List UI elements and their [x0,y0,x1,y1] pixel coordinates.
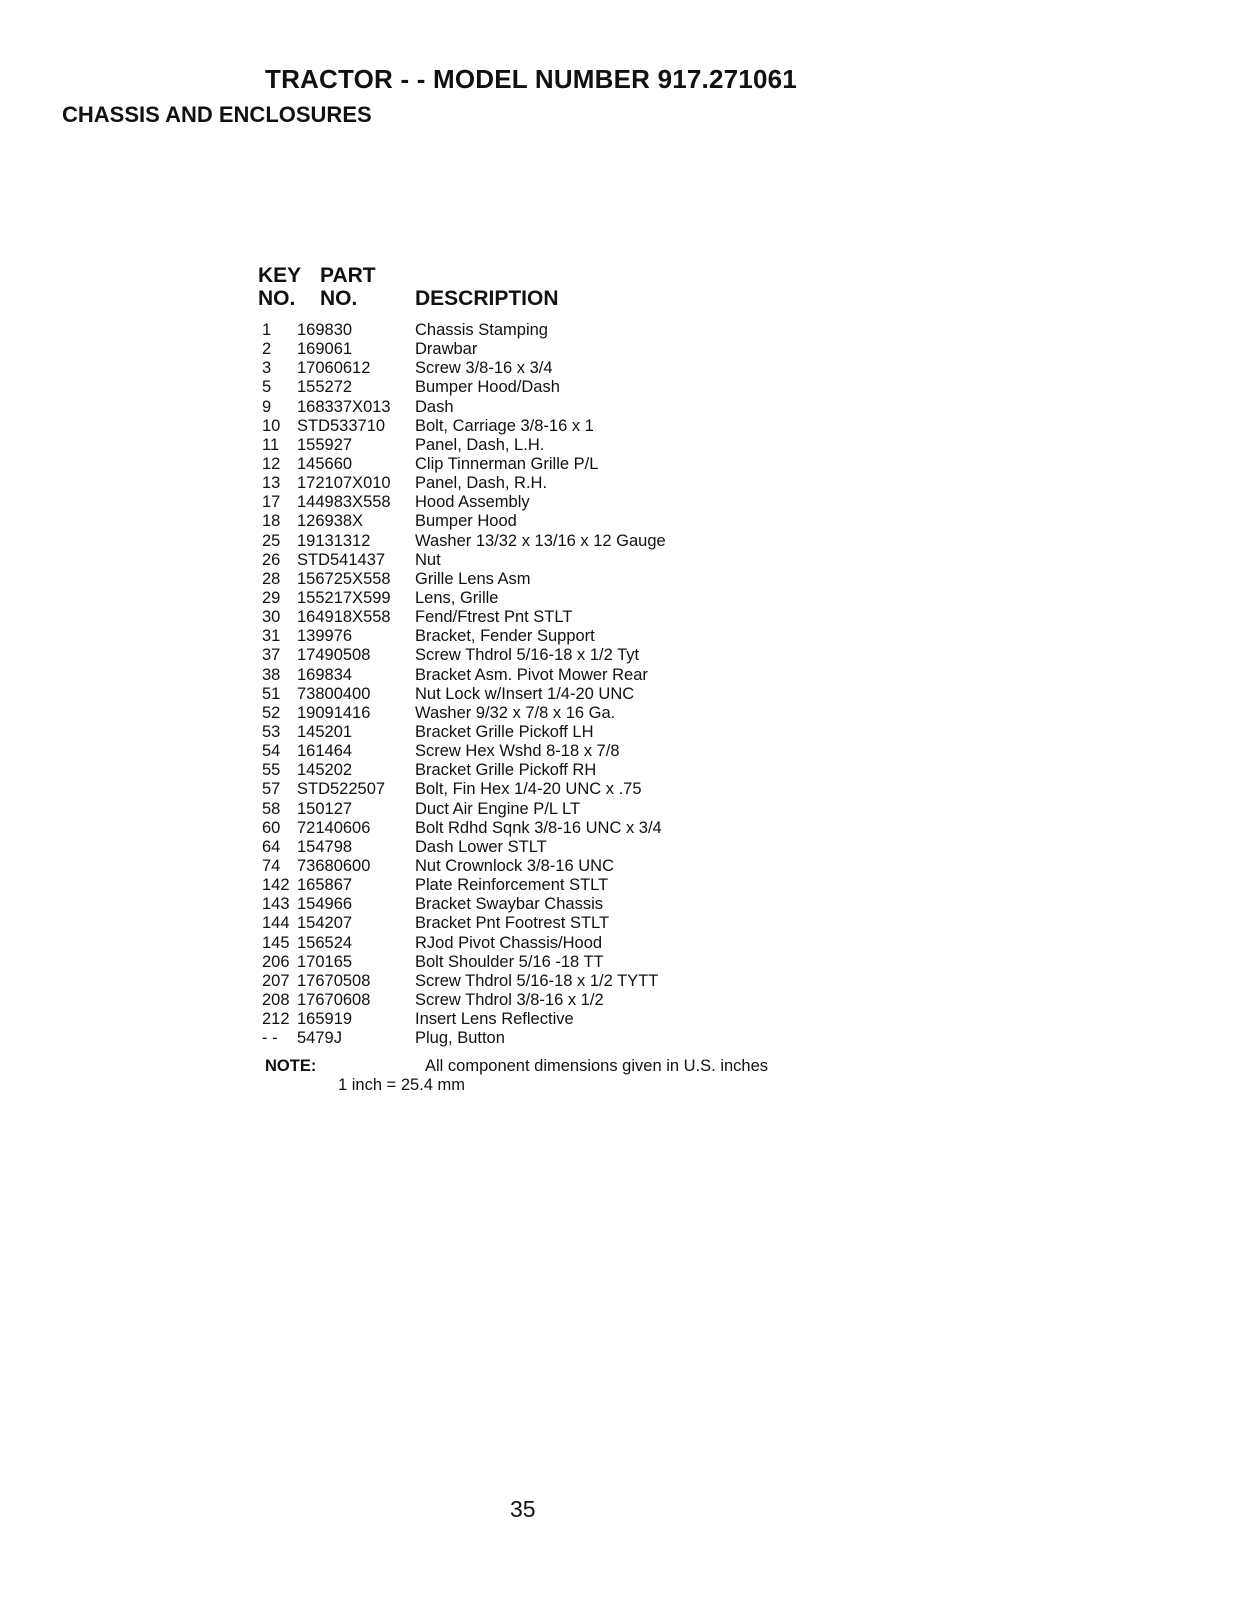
part-description: Clip Tinnerman Grille P/L [415,454,599,473]
part-no: 150127 [297,799,353,818]
part-key-no: 17 [262,493,281,512]
parts-row [262,876,822,895]
part-description: Fend/Ftrest Pnt STLT [415,608,573,627]
header-key-line1: KEY [258,264,302,287]
part-description: Bolt Shoulder 5/16 -18 TT [415,952,604,971]
parts-row [262,570,822,589]
part-description: Bumper Hood/Dash [415,378,560,397]
part-description: Dash [415,397,454,416]
parts-row [262,493,822,512]
part-description: RJod Pivot Chassis/Hood [415,933,603,952]
header-part-line1: PART [320,264,376,287]
parts-row [262,685,822,704]
parts-row [262,742,822,761]
part-key-no: 143 [262,895,290,914]
part-key-no: 145 [262,933,290,952]
part-no: 169061 [297,340,353,359]
part-key-no: 60 [262,818,281,837]
part-key-no: 13 [262,474,281,493]
part-no: 169830 [297,321,353,339]
part-description: Bolt Rdhd Sqnk 3/8-16 UNC x 3/4 [415,818,662,837]
part-no: 17670508 [297,971,371,990]
part-no: 161464 [297,742,353,761]
parts-list [262,321,822,1048]
part-no: 19131312 [297,531,371,550]
part-key-no: 31 [262,627,281,646]
parts-row [262,455,822,474]
page-number: 35 [510,1496,536,1522]
part-no: 145201 [297,722,353,741]
part-no: 155272 [297,378,353,397]
part-description: Plug, Button [415,1029,505,1048]
parts-row [262,512,822,531]
section-title: CHASSIS AND ENCLOSURES [62,102,372,127]
part-description: Nut Lock w/Insert 1/4-20 UNC [415,684,635,703]
part-key-no: 38 [262,665,281,684]
part-no: 126938X [297,512,364,531]
part-description: Bracket Asm. Pivot Mower Rear [415,665,648,684]
part-key-no: 28 [262,569,281,588]
parts-row [262,761,822,780]
part-description: Bracket Grille Pickoff RH [415,761,597,780]
part-key-no: 37 [262,646,281,665]
part-key-no: 142 [262,876,290,895]
part-no: 168337X013 [297,397,391,416]
parts-row [262,991,822,1010]
part-key-no: 26 [262,550,281,569]
part-description: Panel, Dash, R.H. [415,474,548,493]
part-no: 154798 [297,837,353,856]
part-description: Washer 9/32 x 7/8 x 16 Ga. [415,703,616,722]
header-description: DESCRIPTION [415,287,559,310]
part-no: 73680600 [297,856,371,875]
note-conversion: 1 inch = 25.4 mm [338,1076,466,1094]
parts-row [262,627,822,646]
part-no: 145660 [297,454,353,473]
header-part-line2: NO. [320,287,358,310]
part-no: 144983X558 [297,493,391,512]
parts-row [262,934,822,953]
part-description: Bumper Hood [415,512,517,531]
parts-row [262,398,822,417]
parts-row [262,532,822,551]
part-key-no: 30 [262,608,281,627]
part-description: Panel, Dash, L.H. [415,435,545,454]
parts-row [262,895,822,914]
part-no: 154207 [297,914,353,933]
part-no: 164918X558 [297,608,391,627]
part-key-no: 2 [262,340,272,359]
parts-row [262,378,822,397]
part-description: Lens, Grille [415,588,499,607]
part-description: Screw Thdrol 3/8-16 x 1/2 [415,990,604,1009]
part-description: Bracket Grille Pickoff LH [415,722,594,741]
parts-row [262,417,822,436]
part-key-no: 207 [262,971,290,990]
part-key-no: 9 [262,397,272,416]
part-key-no: - - [262,1029,278,1048]
part-no: 154966 [297,895,353,914]
parts-row [262,704,822,723]
part-no: 72140606 [297,818,371,837]
parts-row [262,474,822,493]
part-key-no: 11 [262,435,280,454]
part-key-no: 212 [262,1010,290,1029]
part-description: Plate Reinforcement STLT [415,876,609,895]
part-key-no: 53 [262,722,281,741]
part-description: Grille Lens Asm [415,569,531,588]
part-key-no: 29 [262,588,281,607]
part-key-no: 3 [262,359,272,378]
part-description: Screw Thdrol 5/16-18 x 1/2 TYTT [415,971,659,990]
part-no: 19091416 [297,703,371,722]
part-key-no: 1 [262,321,272,339]
part-no: 155927 [297,435,353,454]
part-no: 17490508 [297,646,371,665]
parts-row [262,972,822,991]
header-key-line2: NO. [258,287,296,310]
parts-row [262,646,822,665]
part-no: 5479J [297,1029,342,1048]
part-key-no: 55 [262,761,281,780]
part-key-no: 10 [262,416,281,435]
part-description: Nut Crownlock 3/8-16 UNC [415,856,614,875]
parts-row [262,359,822,378]
part-description: Dash Lower STLT [415,837,547,856]
part-no: 17670608 [297,990,371,1009]
part-no: 155217X599 [297,588,391,607]
part-description: Chassis Stamping [415,321,548,339]
part-no: 165919 [297,1010,353,1029]
part-key-no: 51 [262,684,281,703]
parts-row [262,1010,822,1029]
part-description: Bracket Pnt Footrest STLT [415,914,610,933]
part-description: Bolt, Carriage 3/8-16 x 1 [415,416,594,435]
part-description: Washer 13/32 x 13/16 x 12 Gauge [415,531,666,550]
note-text: All component dimensions given in U.S. inches [425,1057,769,1075]
part-no: STD522507 [297,780,386,799]
part-key-no: 208 [262,990,290,1009]
part-key-no: 144 [262,914,290,933]
part-no: 172107X010 [297,474,391,493]
parts-row [262,321,822,340]
part-description: Screw Thdrol 5/16-18 x 1/2 Tyt [415,646,640,665]
parts-row [262,1029,822,1048]
parts-row [262,608,822,627]
part-description: Bolt, Fin Hex 1/4-20 UNC x .75 [415,780,642,799]
part-no: 139976 [297,627,353,646]
part-key-no: 52 [262,703,281,722]
part-description: Nut [415,550,441,569]
part-key-no: 58 [262,799,281,818]
part-no: 170165 [297,952,353,971]
parts-row [262,589,822,608]
parts-row [262,953,822,972]
page-title: TRACTOR - - MODEL NUMBER 917.271061 [265,64,797,94]
part-key-no: 5 [262,378,272,397]
part-description: Screw 3/8-16 x 3/4 [415,359,553,378]
parts-row [262,340,822,359]
part-no: STD541437 [297,550,386,569]
part-no: 73800400 [297,684,371,703]
part-key-no: 74 [262,856,281,875]
parts-row [262,436,822,455]
parts-row [262,551,822,570]
part-description: Bracket, Fender Support [415,627,595,646]
part-no: 156524 [297,933,353,952]
part-key-no: 206 [262,952,290,971]
part-description: Insert Lens Reflective [415,1010,574,1029]
parts-row [262,914,822,933]
part-key-no: 54 [262,742,281,761]
part-no: 156725X558 [297,569,391,588]
parts-row [262,857,822,876]
part-no: 165867 [297,876,353,895]
part-key-no: 12 [262,454,281,473]
part-no: 17060612 [297,359,371,378]
part-no: STD533710 [297,416,386,435]
part-no: 145202 [297,761,353,780]
note-label: NOTE: [265,1057,317,1075]
part-no: 169834 [297,665,353,684]
part-description: Screw Hex Wshd 8-18 x 7/8 [415,742,620,761]
part-key-no: 18 [262,512,281,531]
parts-row [262,819,822,838]
parts-row [262,800,822,819]
part-key-no: 25 [262,531,281,550]
part-description: Duct Air Engine P/L LT [415,799,581,818]
part-description: Bracket Swaybar Chassis [415,895,603,914]
parts-row [262,666,822,685]
parts-row [262,723,822,742]
parts-row [262,780,822,799]
parts-row [262,838,822,857]
part-key-no: 57 [262,780,281,799]
part-description: Hood Assembly [415,493,530,512]
part-description: Drawbar [415,340,478,359]
part-key-no: 64 [262,837,281,856]
